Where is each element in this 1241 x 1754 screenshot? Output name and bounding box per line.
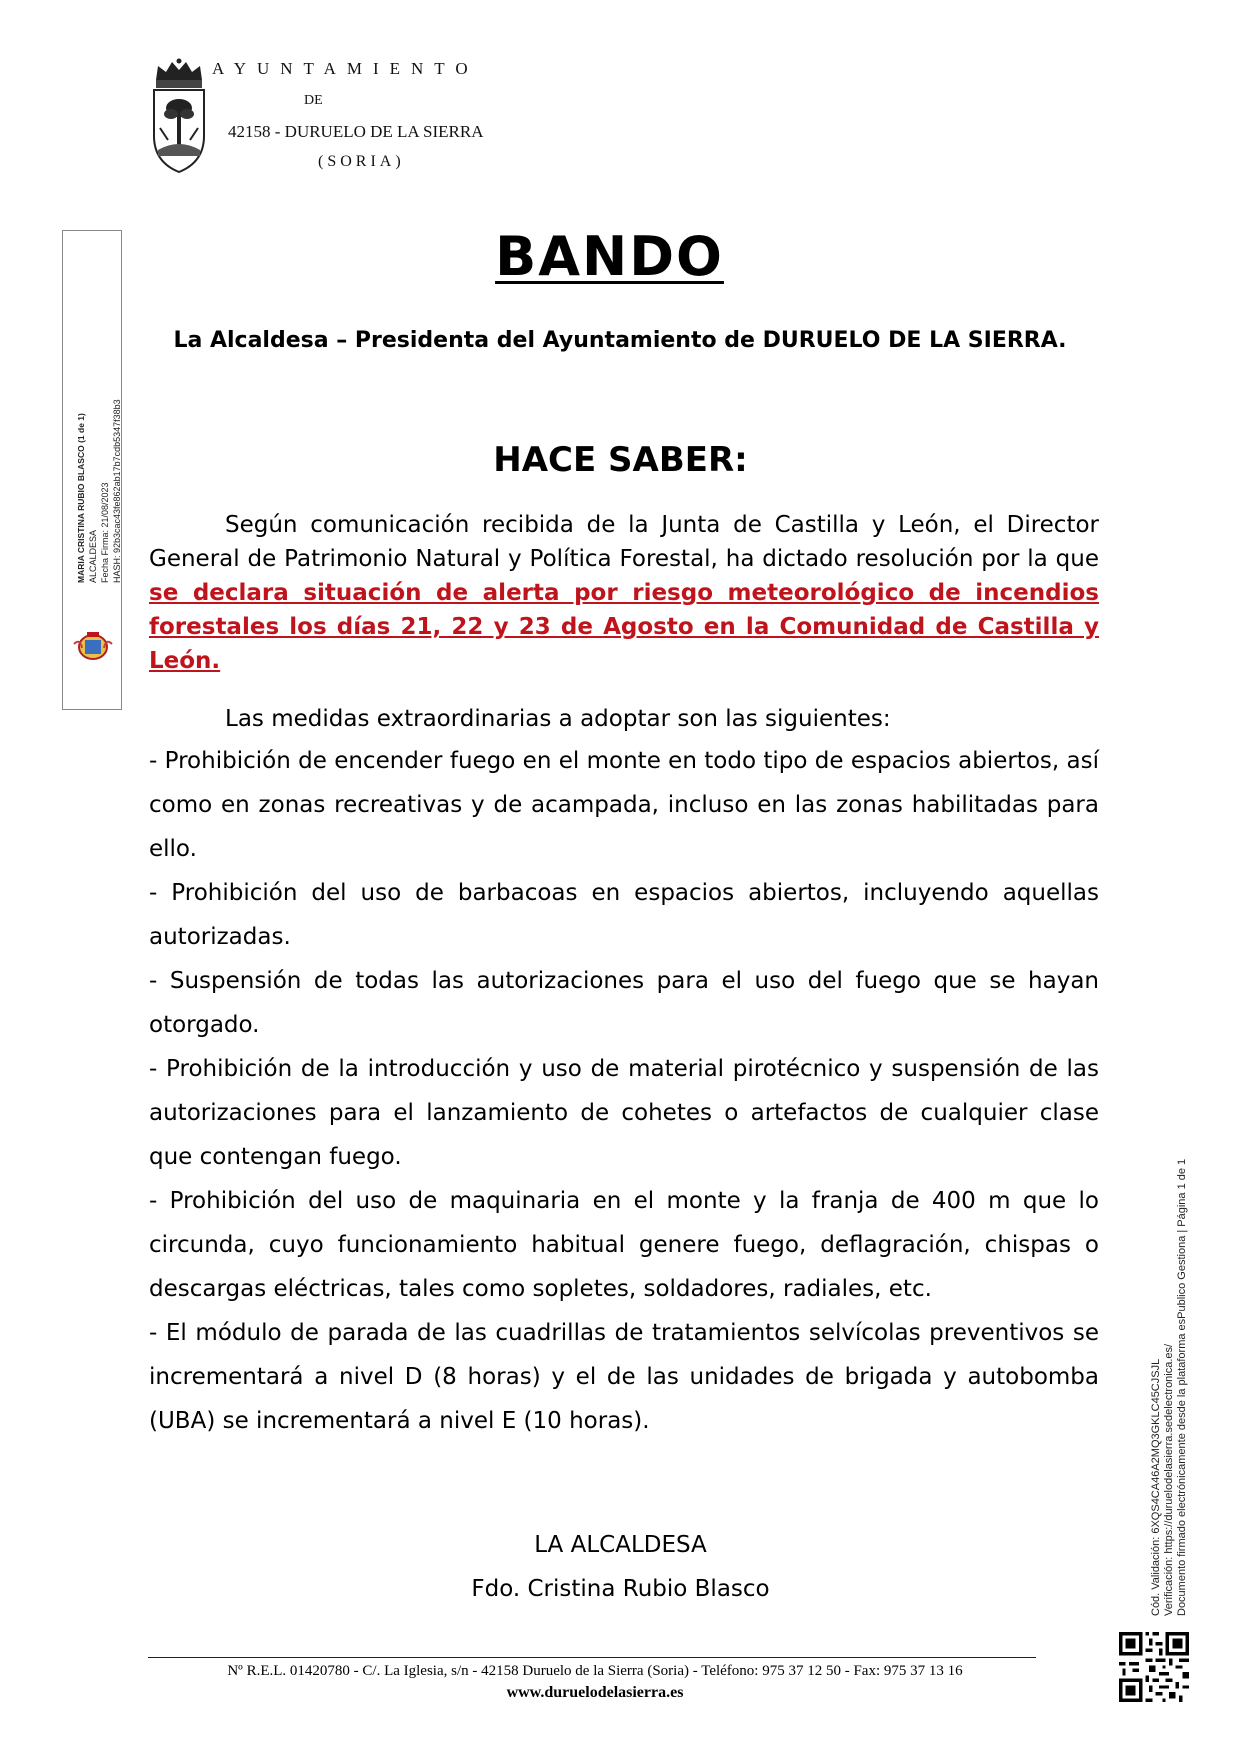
signer-role: ALCALDESA [88, 529, 98, 583]
signer-title: LA ALCALDESA [534, 1532, 707, 1558]
signature-hash: HASH: 92b3cac43fe862ab17b7cdb5347f38b3 [112, 399, 122, 583]
document-title: BANDO [495, 225, 724, 288]
measure-item: - Prohibición del uso de barbacoas en espacios abiertos, incluyendo aquellas autorizadas. [149, 880, 1099, 950]
intro-paragraph [149, 508, 1099, 678]
footer-website-link[interactable]: www.duruelodelasierra.es [506, 1684, 684, 1701]
measures-intro: Las medidas extraordinarias a adoptar son las siguientes: [225, 706, 891, 732]
header-municipality: 42158 - DURUELO DE LA SIERRA [228, 122, 484, 141]
intro-text: Según comunicación recibida de la Junta de Castilla y León, el Director General de Patrimonio Natural y Política Forestal, ha dictado resolución por la que [149, 512, 1099, 572]
signature-seal-icon [70, 630, 116, 662]
footer-address: Nº R.E.L. 01420780 - C/. La Iglesia, s/n - 42158 Duruelo de la Sierra (Soria) - Teléfono: 975 37 12 50 - Fax: 975 37 13 16 [227, 1663, 963, 1679]
validation-code: Cód. Validación: 6XQS4CA46A2MQ3GKLC45CJSJL [1150, 1358, 1162, 1616]
measure-item: - El módulo de parada de las cuadrillas de tratamientos selvícolas preventivos se incrementará a nivel D (8 horas) y el de las unidades de brigada y autobomba (UBA) se incrementará a nivel E (10 horas). [149, 1320, 1099, 1434]
signature-date: Fecha Firma: 21/08/2023 [100, 482, 110, 583]
measure-item: - Prohibición de encender fuego en el monte en todo tipo de espacios abiertos, así como en zonas recreativas y de acampada, incluso en las zonas habilitadas para ello. [149, 748, 1099, 862]
header-ayuntamiento: AYUNTAMIENTO [212, 59, 479, 78]
signer-full-name: Fdo. Cristina Rubio Blasco [471, 1576, 770, 1602]
measures-list [149, 739, 1099, 1443]
header-de: DE [304, 93, 323, 108]
electronic-signature-note: Documento firmado electrónicamente desde la plataforma esPublico Gestiona | Página 1 de 1 [1176, 1158, 1188, 1616]
header-province: (SORIA) [318, 153, 405, 170]
verification-url[interactable]: Verificación: https://duruelodelasierra.sedelectronica.es/ [1163, 1343, 1175, 1616]
hace-saber-heading: HACE SABER: [493, 440, 748, 480]
signer-name: MARIA CRISTINA RUBIO BLASCO (1 de 1) [76, 413, 86, 583]
alert-declaration: se declara situación de alerta por riesgo meteorológico de incendios forestales los días 21, 22 y 23 de Agosto en la Comunidad de Castilla y León. [149, 580, 1099, 674]
footer-divider [148, 1657, 1036, 1658]
measure-item: - Prohibición de la introducción y uso de material pirotécnico y suspensión de las autorizaciones para el lanzamiento de cohetes o artefactos de cualquier clase que contengan fuego. [149, 1056, 1099, 1170]
issuer-line: La Alcaldesa – Presidenta del Ayuntamiento de DURUELO DE LA SIERRA. [173, 328, 1067, 353]
measure-item: - Prohibición del uso de maquinaria en el monte y la franja de 400 m que lo circunda, cuyo funcionamiento habitual genere fuego, deflagración, chispas o descargas eléctricas, tales como sopletes, soldadores, radiales, etc. [149, 1188, 1099, 1302]
measure-item: - Suspensión de todas las autorizaciones para el uso del fuego que se hayan otorgado. [149, 968, 1099, 1038]
coat-of-arms-icon [148, 58, 210, 176]
